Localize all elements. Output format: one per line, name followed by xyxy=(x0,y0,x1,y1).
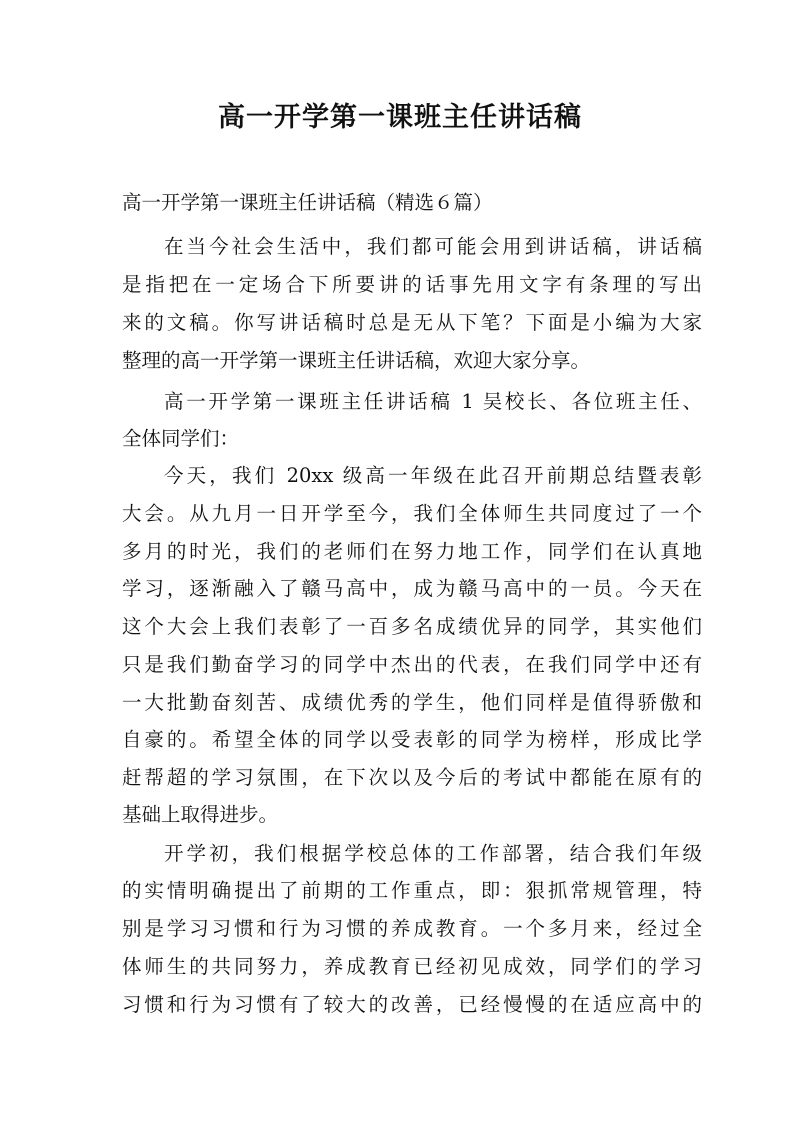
body-text-line: 自豪的。希望全体的同学以受表彰的同学为榜样，形成比学 xyxy=(122,728,702,751)
body-text-line: 开学初，我们根据学校总体的工作部署，结合我们年级 xyxy=(164,842,702,865)
body-text-line: 别是学习习惯和行为习惯的养成教育。一个多月来，经过全 xyxy=(122,917,702,940)
body-text-line: 高一开学第一课班主任讲话稿 1 吴校长、各位班主任、 xyxy=(164,390,702,413)
body-text-line: 高一开学第一课班主任讲话稿（精选６篇） xyxy=(122,191,493,214)
body-text-line: 在当今社会生活中，我们都可能会用到讲话稿，讲话稿 xyxy=(164,235,702,258)
body-text-line: 学习，逐渐融入了赣马高中，成为赣马高中的一员。今天在 xyxy=(122,577,702,600)
body-text-line: 体师生的共同努力，养成教育已经初见成效，同学们的学习 xyxy=(122,955,702,978)
body-text-line: 全体同学们： xyxy=(122,427,240,450)
body-text-line: 这个大会上我们表彰了一百多名成绩优异的同学，其实他们 xyxy=(122,615,702,638)
body-text-line: 只是我们勤奋学习的同学中杰出的代表，在我们同学中还有 xyxy=(122,653,702,676)
body-text-line: 大会。从九月一日开学至今，我们全体师生共同度过了一个 xyxy=(122,502,702,525)
body-text-line: 赶帮超的学习氛围，在下次以及今后的考试中都能在原有的 xyxy=(122,766,702,789)
body-text-line: 多月的时光，我们的老师们在努力地工作，同学们在认真地 xyxy=(122,540,702,563)
body-text-line: 来的文稿。你写讲话稿时总是无从下笔？下面是小编为大家 xyxy=(122,311,702,334)
body-text-line: 基础上取得进步。 xyxy=(122,803,279,826)
body-text-line: 习惯和行为习惯有了较大的改善，已经慢慢的在适应高中的 xyxy=(122,993,702,1016)
document-title: 高一开学第一课班主任讲话稿 xyxy=(218,102,582,133)
body-text-line: 今天，我们 20xx 级高一年级在此召开前期总结暨表彰 xyxy=(164,464,702,487)
body-text-line: 一大批勤奋刻苦、成绩优秀的学生，他们同样是值得骄傲和 xyxy=(122,691,702,714)
body-text-line: 的实情明确提出了前期的工作重点，即：狠抓常规管理，特 xyxy=(122,879,702,902)
body-text-line: 整理的高一开学第一课班主任讲话稿，欢迎大家分享。 xyxy=(122,349,591,372)
body-text-line: 是指把在一定场合下所要讲的话事先用文字有条理的写出 xyxy=(122,273,702,296)
